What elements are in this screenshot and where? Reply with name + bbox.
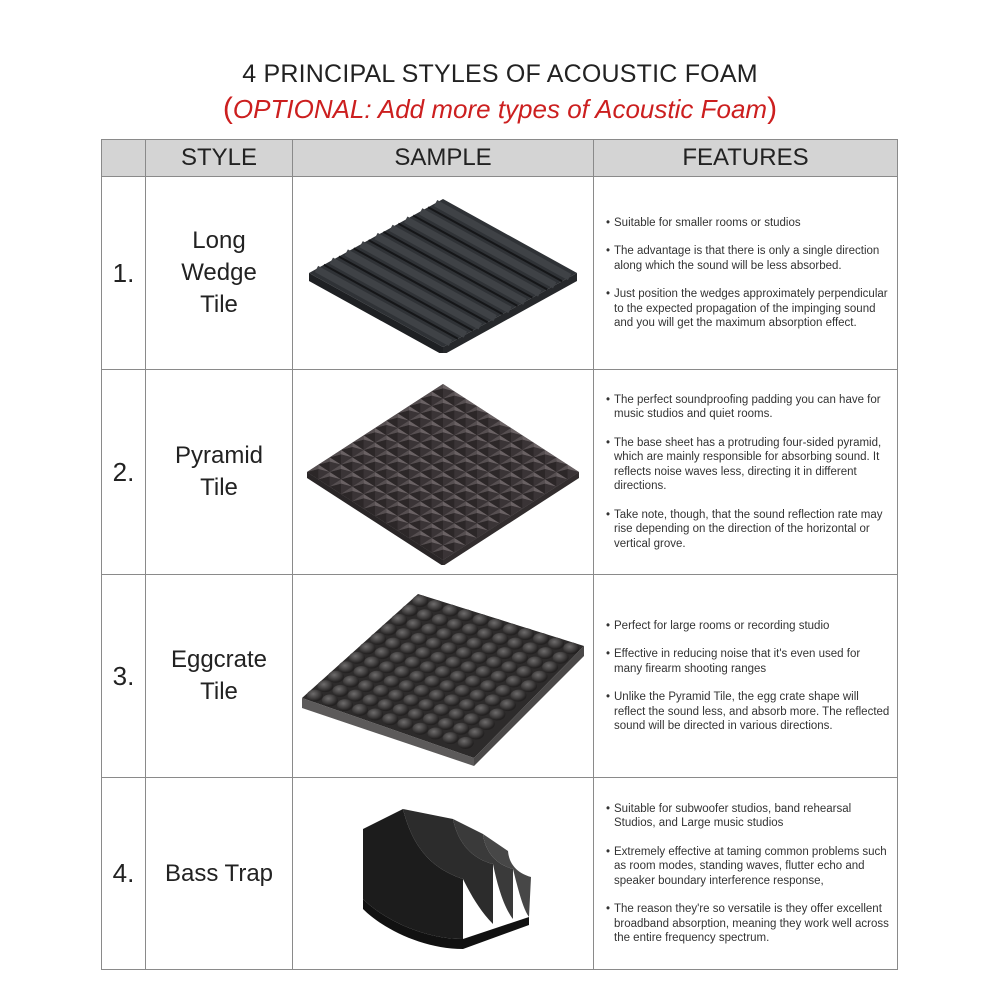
features-cell	[594, 778, 898, 970]
row-number: 3.	[102, 575, 146, 778]
feature-item: • Just position the wedges approximately perpendicular to the expected propagation of the impinging sound and you will get the maximum absorption effect.	[606, 287, 891, 331]
table-header-row	[102, 140, 898, 177]
features-list	[606, 216, 891, 331]
feature-item: • The base sheet has a protruding four-sided pyramid, which are mainly responsible for absorbing sound. It reflects noise waves less, directing it in different directions.	[606, 436, 891, 494]
features-list	[606, 619, 891, 734]
row-number: 1.	[102, 177, 146, 370]
subtitle-open-paren: (	[222, 92, 233, 125]
feature-item: • The advantage is that there is only a single direction along which the sound will be less absorbed.	[606, 244, 891, 273]
subtitle-text: OPTIONAL: Add more types of Acoustic Foam	[232, 94, 768, 124]
sample-cell	[293, 370, 594, 575]
features-cell	[594, 370, 898, 575]
sample-cell	[293, 177, 594, 370]
style-line: Tile	[200, 474, 238, 501]
style-line: Pyramid	[174, 442, 264, 469]
feature-item: • The perfect soundproofing padding you can have for music studios and quiet rooms.	[606, 393, 891, 422]
style-line: Wedge	[181, 259, 257, 286]
header-number	[102, 140, 146, 177]
subtitle-close-paren: )	[767, 92, 778, 125]
feature-item: • Effective in reducing noise that it's even used for many firearm shooting ranges	[606, 647, 891, 676]
style-line: Eggcrate	[170, 646, 268, 673]
foam-styles-table	[101, 139, 898, 970]
bass-trap-foam-image	[343, 789, 543, 959]
style-name	[146, 575, 293, 778]
page-title: 4 PRINCIPAL STYLES OF ACOUSTIC FOAM	[242, 60, 758, 88]
style-line: Bass Trap	[164, 859, 274, 887]
feature-item: • Perfect for large rooms or recording studio	[606, 619, 891, 634]
features-list	[606, 802, 891, 946]
feature-item: • The reason they're so versatile is they offer excellent broadband absorption, meaning they work well across the entire frequency spectrum.	[606, 902, 891, 946]
header-sample: SAMPLE	[293, 140, 594, 177]
features-cell	[594, 575, 898, 778]
sample-cell	[293, 778, 594, 970]
feature-item: • Take note, though, that the sound reflection rate may rise depending on the direction of the horizontal or vertical grove.	[606, 508, 891, 552]
row-number: 2.	[102, 370, 146, 575]
sample-cell	[293, 575, 594, 778]
feature-item: • Suitable for subwoofer studios, band rehearsal Studios, and Large music studios	[606, 802, 891, 831]
feature-item: • Suitable for smaller rooms or studios	[606, 216, 891, 231]
style-line: Tile	[200, 291, 238, 318]
table-row	[102, 778, 898, 970]
feature-item: • Extremely effective at taming common problems such as room modes, standing waves, flutter echo and speaker boundary interference response,	[606, 845, 891, 889]
page-subtitle	[0, 92, 1000, 126]
style-line: Tile	[200, 678, 238, 705]
header-features: FEATURES	[594, 140, 898, 177]
table-row	[102, 575, 898, 778]
long-wedge-foam-tile-image	[303, 193, 583, 353]
style-name	[146, 370, 293, 575]
eggcrate-foam-tile-image	[298, 586, 588, 766]
style-line: Long	[192, 227, 246, 254]
pyramid-foam-tile-image	[303, 380, 583, 565]
features-cell	[594, 177, 898, 370]
header-style: STYLE	[146, 140, 293, 177]
table-row	[102, 370, 898, 575]
table-row	[102, 177, 898, 370]
row-number: 4.	[102, 778, 146, 970]
features-list	[606, 393, 891, 552]
feature-item: • Unlike the Pyramid Tile, the egg crate shape will reflect the sound less, and absorb more. The reflected sound will be directed in various directions.	[606, 690, 891, 734]
style-name	[146, 177, 293, 370]
style-name	[146, 778, 293, 970]
